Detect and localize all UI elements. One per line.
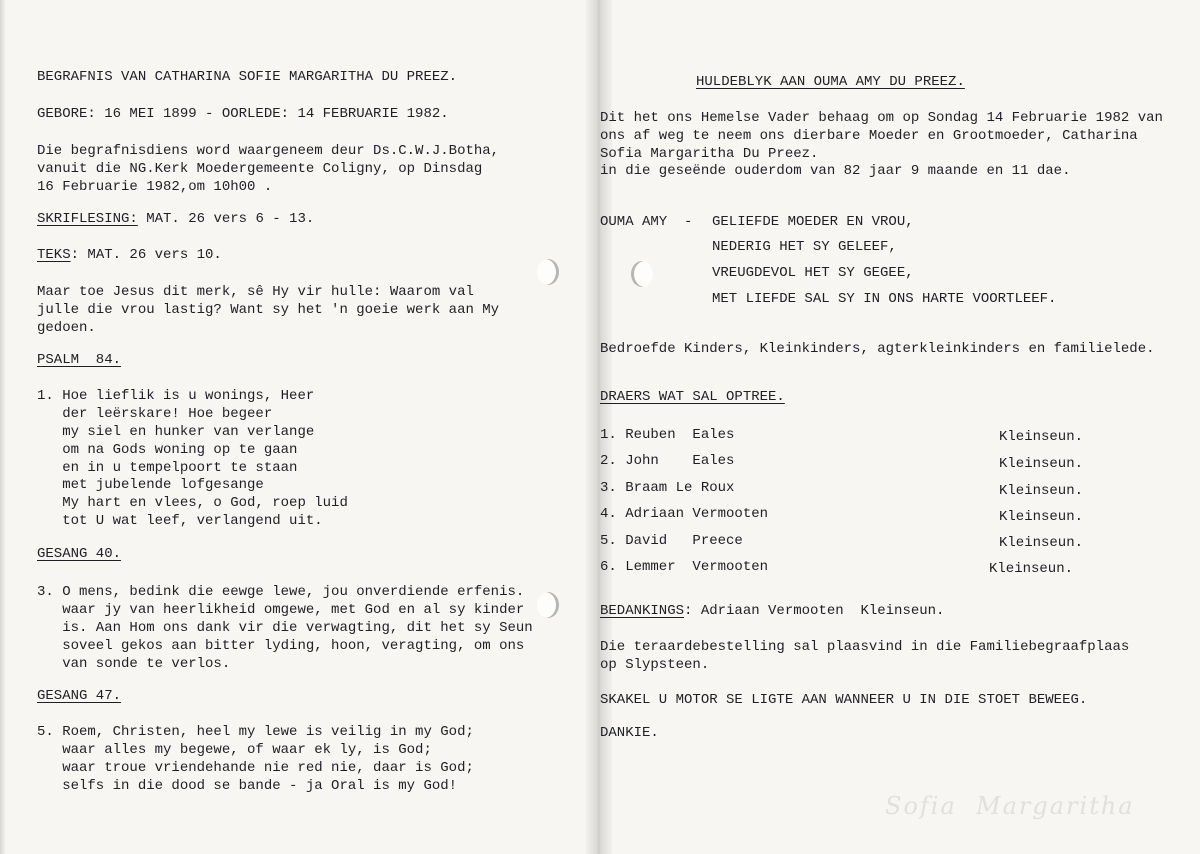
burial-line: Die teraardebestelling sal plaasvind in die Familiebegraafplaas (600, 639, 1130, 655)
psalm-line: met jubelende lofgesange (37, 477, 264, 493)
gesang-40-heading: GESANG 40. (37, 546, 122, 562)
tribute-intro-line: in die geseënde ouderdom van 82 jaar 9 maande en 11 dae. (600, 163, 1071, 179)
bedankings (600, 602, 944, 621)
thanks-line: DANKIE. (600, 725, 659, 741)
ouma-label: OUMA AMY - (600, 214, 693, 230)
gesang-47-line: waar troue vriendehande nie red nie, daar is God; (37, 760, 474, 776)
sermon-text-ref: : MAT. 26 vers 10. (70, 247, 222, 263)
tribute-intro-line: Dit het ons Hemelse Vader behaag om op Sondag 14 Februarie 1982 van (600, 110, 1163, 126)
birth-death-dates: GEBORE: 16 MEI 1899 - OORLEDE: 14 FEBRUARIE 1982. (37, 106, 449, 122)
punch-hole (537, 259, 559, 285)
poem-line: MET LIEFDE SAL SY IN ONS HARTE VOORTLEEF. (712, 291, 1057, 307)
gesang-40-line: 3. O mens, bedink die eewge lewe, jou onverdiende erfenis. (37, 584, 525, 600)
bearer-relation: Kleinseun. (999, 429, 1084, 445)
bearer-name: 3. Braam Le Roux (600, 480, 735, 496)
program-title: BEGRAFNIS VAN CATHARINA SOFIE MARGARITHA DU PREEZ. (37, 69, 458, 85)
bedankings-text: : Adriaan Vermooten Kleinseun. (684, 603, 945, 619)
tribute-intro-line: Sofia Margaritha Du Preez. (600, 146, 819, 162)
service-line: Die begrafnisdiens word waargeneem deur Ds.C.W.J.Botha, (37, 143, 500, 159)
gesang-40-line: waar jy van heerlikheid omgewe, met God en al sy kinder (37, 602, 525, 618)
tribute-heading: HULDEBLYK AAN OUMA AMY DU PREEZ. (696, 74, 965, 90)
gesang-40-line: is. Aan Hom ons dank vir die verwagting, dit het sy Seun (37, 620, 533, 636)
bearer-name: 6. Lemmer Vermooten (600, 559, 769, 575)
tribute-intro-line: ons af weg te neem ons dierbare Moeder en Grootmoeder, Catharina (600, 128, 1138, 144)
psalm-line: My hart en vlees, o God, roep luid (37, 495, 348, 511)
psalm-line: en in u tempelpoort te staan (37, 460, 298, 476)
psalm-line: 1. Hoe lieflik is u wonings, Heer (37, 388, 315, 404)
gesang-47-heading: GESANG 47. (37, 688, 122, 704)
scripture-reading (37, 210, 314, 229)
punch-hole (537, 592, 559, 618)
bedankings-label: BEDANKINGS (600, 603, 685, 619)
bearer-relation: Kleinseun. (989, 561, 1074, 577)
bearer-name: 5. David Preece (600, 533, 743, 549)
scripture-reading-text: MAT. 26 vers 6 - 13. (137, 211, 315, 227)
paper-edge-shadow (0, 0, 6, 854)
bearer-name: 2. John Eales (600, 453, 735, 469)
verse-line: Maar toe Jesus dit merk, sê Hy vir hulle: Waarom val (37, 284, 474, 300)
bearers-heading: DRAERS WAT SAL OPTREE. (600, 389, 785, 405)
psalm-line: om na Gods woning op te gaan (37, 442, 298, 458)
mourners-line: Bedroefde Kinders, Kleinkinders, agterkleinkinders en familielede. (600, 341, 1155, 357)
gesang-47-line: waar alles my begewe, of waar ek ly, is God; (37, 742, 432, 758)
burial-line: op Slypsteen. (600, 657, 710, 673)
bearer-relation: Kleinseun. (999, 483, 1084, 499)
psalm-line: der leërskare! Hoe begeer (37, 406, 273, 422)
poem-line: GELIEFDE MOEDER EN VROU, (712, 214, 914, 230)
psalm-line: my siel en hunker van verlange (37, 424, 315, 440)
bearer-name: 1. Reuben Eales (600, 427, 735, 443)
service-line: vanuit die NG.Kerk Moedergemeente Coligny, op Dinsdag (37, 161, 483, 177)
verse-line: gedoen. (37, 320, 96, 336)
scripture-reading-label: SKRIFLESING: (37, 211, 138, 227)
poem-line: NEDERIG HET SY GELEEF, (712, 239, 897, 255)
bearer-relation: Kleinseun. (999, 509, 1084, 525)
gesang-40-line: soveel gekos aan bitter lyding, hoon, veragting, om ons (37, 638, 525, 654)
bearer-relation: Kleinseun. (999, 456, 1084, 472)
bearer-name: 4. Adriaan Vermooten (600, 506, 769, 522)
bearer-relation: Kleinseun. (999, 535, 1084, 551)
gesang-40-line: van sonde te verlos. (37, 656, 231, 672)
faint-signature-bleed: Sofia Margaritha (885, 792, 1135, 820)
poem-line: VREUGDEVOL HET SY GEGEE, (712, 265, 914, 281)
psalm-line: tot U wat leef, verlangend uit. (37, 513, 323, 529)
gesang-47-line: selfs in die dood se bande - ja Oral is my God! (37, 778, 458, 794)
sermon-text (37, 246, 222, 265)
punch-hole (631, 261, 653, 287)
verse-line: julle die vrou lastig? Want sy het 'n goeie werk aan My (37, 302, 500, 318)
psalm-heading: PSALM 84. (37, 352, 122, 368)
headlights-notice: SKAKEL U MOTOR SE LIGTE AAN WANNEER U IN DIE STOET BEWEEG. (600, 692, 1088, 708)
service-line: 16 Februarie 1982,om 10h00 . (37, 179, 273, 195)
gesang-47-line: 5. Roem, Christen, heel my lewe is veilig in my God; (37, 724, 474, 740)
sermon-text-label: TEKS (37, 247, 71, 263)
